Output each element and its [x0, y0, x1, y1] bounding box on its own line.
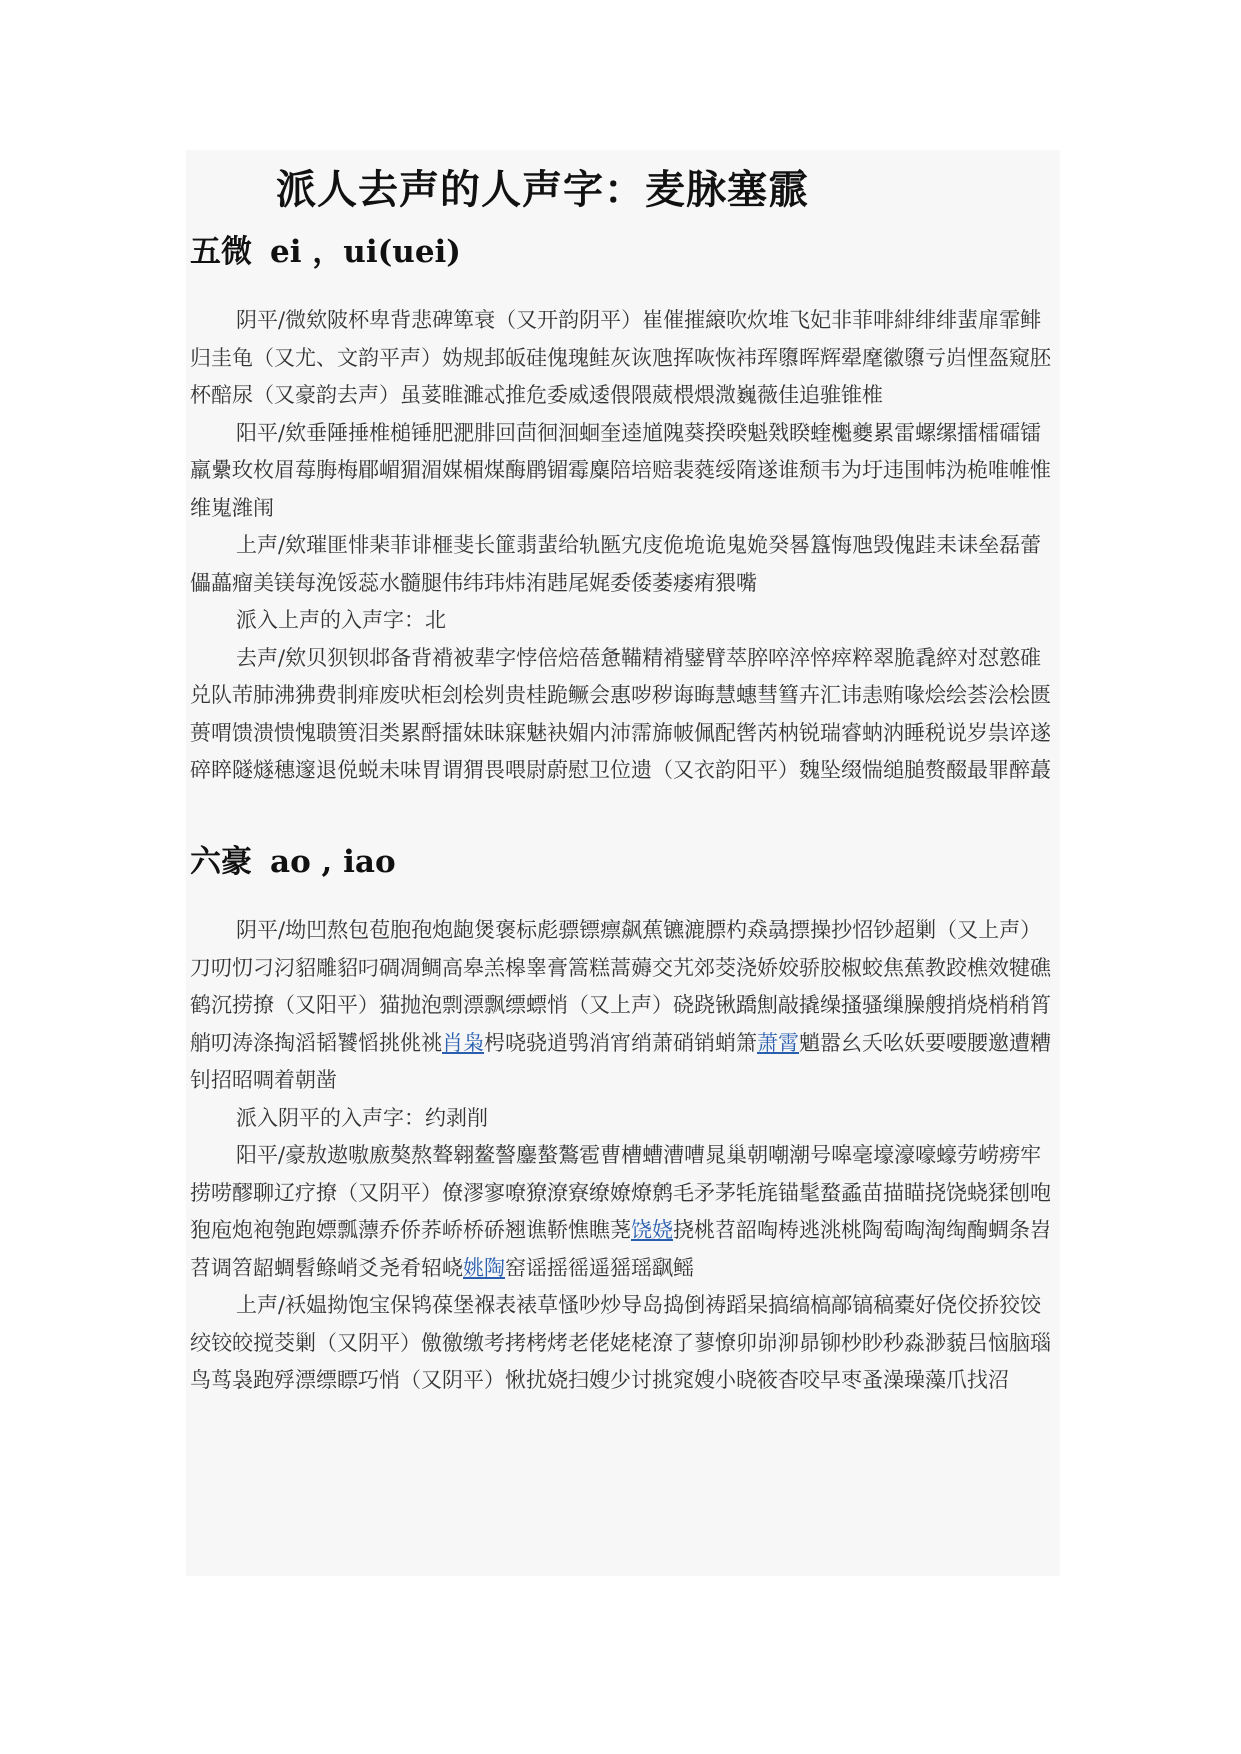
section-heading-pinyin: ao , iao	[270, 844, 396, 880]
section-heading-pinyin: ei ，ui(uei)	[270, 234, 461, 270]
paragraph-text: 枵哓骁逍鸮消宵绡萧硝销蛸箫	[484, 1030, 757, 1055]
paragraph	[190, 640, 1056, 790]
paragraph	[190, 912, 1056, 1100]
section-heading-chinese: 五微	[190, 234, 252, 270]
paragraph	[190, 302, 1056, 415]
paragraph-text: 派入上声的入声字：北	[236, 608, 446, 632]
document-title: 派人去声的人声字：麦脉塞霢	[276, 166, 809, 213]
section-body-liuhao	[190, 912, 1056, 1400]
paragraph	[190, 1287, 1056, 1400]
inline-link[interactable]: 姚陶	[463, 1255, 505, 1280]
paragraph-text: 去声/欸贝狈钡邶备背褙被辈字悖倍焙蓓惫鞴精褙鐾臂萃脺啐淬悴瘁粹翠脆毳綷对怼憝碓兑队芾肺沸狒费剕痱废吠柜刽桧刿贵桂跪鳜会惠哕秽诲晦慧蟪彗篲卉汇讳恚贿喙烩绘荟浍桧匮蒉喟馈溃愦愧聩篑泪类累酹擂妹昧寐魅袂媚内沛霈旆帔佩配辔芮枘锐瑞睿蚋汭睡税说岁祟谇遂碎睟隧燧穗邃退侻蜕未味胃谓猬畏喂尉蔚慰卫位遗（又衣韵阳平）魏坠缀惴缒膇赘醊最罪醉蕞	[190, 645, 1051, 782]
paragraph-text: 挠桃苕韶啕梼逃洮桃陶萄啕淘绹醄蜩条岧苕调笤龆蜩髫鲦峭爻尧肴轺峣	[190, 1218, 1051, 1280]
section-heading-liuhao	[190, 836, 396, 881]
paragraph	[190, 1100, 1056, 1138]
paragraph-text: 阳平/欸垂陲捶椎槌锤肥淝腓回茴徊洄蛔奎逵馗隗葵揆暌魁戣睽蝰櫆夔累雷螺缧擂檑礌镭羸纍玫枚眉莓脢梅郿嵋猸湄媒楣煤酶鹛镅霉麋陪培赔裴蕤绥隋遂谁颓韦为圩违围帏沩桅唯帷惟维嵬潍闱	[190, 420, 1051, 520]
paragraph-text: 阳平/豪敖遨嗷廒獒熬聱翱鳌謷鏖螯鷔雹曹槽螬漕嘈晁巢朝嘲潮号嗥毫壕濠嚎蠔劳崂痨牢捞唠醪聊辽疗撩（又阴平）僚漻寥嘹獠潦寮缭嫽燎鹩毛矛茅牦旄锚髦蝥蟊苗描瞄挠饶蛲猱刨咆狍庖炮袍匏跑嫖瓢薸乔侨荞峤桥硚翘谯鞒憔瞧荛	[190, 1143, 1051, 1242]
paragraph-text: 阴平/坳凹熬包苞胞孢炮龅煲褒标彪骠镖瘭飙蕉镳漉膘杓猋骉摽操抄怊钞超剿（又上声）刀叨忉刁汈貂雕貂叼碉凋鲷高皋羔槔睾膏篙糕蒿薅交艽郊茭浇娇姣骄胶椒蛟焦蕉教跤樵效犍礁鹤沉捞撩（又阳平）猫抛泡剽漂飘缥螵悄（又上声）硗跷锹蹻劁敲撬缲搔骚缫臊艘捎烧梢稍筲艄叨涛涤掏滔韬饕慆挑佻祧	[190, 918, 1051, 1055]
paragraph-text: 阴平/微欸陂杯卑背悲碑箄衰（又开韵阴平）崔催摧縗吹炊堆飞妃非菲啡緋绯绯蜚扉霏鲱归圭龟（又尤、文韵平声）妫规邽皈硅傀瑰鲑灰诙虺挥咴恢袆珲隳晖辉翚麾徽隳亏岿悝盔窥胚杯醅尿（又豪韵去声）虽荽睢濉忒推危委威逶偎隈葳椳煨溦巍薇佳追骓锥椎	[190, 308, 1051, 407]
paragraph	[190, 1137, 1056, 1287]
paragraph-text: 上声/袄媪拗饱宝保鸨葆堡褓表裱草慅吵炒导岛捣倒祷蹈杲搞缟槁鄗镐稿橐好侥佼挢狡饺绞铰皎搅茭剿（又阴平）儌徼缴考拷栲烤老佬姥栳潦了蓼憭卯峁泖昴铆杪眇秒淼渺藐吕恼脑瑙鸟茑袅跑殍漂缥瞟巧悄（又阴平）愀扰娆扫嫂少讨挑窕嫂小晓筱杳咬早枣蚤澡璪藻爪找沼	[190, 1293, 1051, 1392]
paragraph-text: 魈嚣幺夭吆妖要喓腰邀遭糟钊招昭啁着朝凿	[190, 1030, 1051, 1092]
inline-link[interactable]: 萧霄	[757, 1030, 799, 1055]
paragraph	[190, 602, 1056, 640]
paragraph-text: 上声/欸璀匪悱棐菲诽榧斐长篚翡蜚给轨匦宄庋佹垝诡鬼姽癸晷簋悔虺毁傀跬耒诔垒磊蕾儡藟瘤美镁每浼馁蕊水髓腿伟纬玮炜洧韪尾娓委倭萎痿痏猥嘴	[190, 533, 1042, 595]
section-heading-wuwei	[190, 226, 461, 271]
document-page	[186, 150, 1060, 1576]
paragraph-text: 窑谣摇徭遥猺瑶飖鳐	[505, 1255, 694, 1280]
paragraph	[190, 527, 1056, 602]
paragraph-text: 派入阴平的入声字：约剥削	[236, 1105, 488, 1130]
paragraph	[190, 415, 1056, 528]
section-heading-chinese: 六豪	[190, 844, 252, 880]
section-body-wuwei	[190, 302, 1056, 790]
inline-link[interactable]: 肖枭	[442, 1030, 484, 1055]
inline-link[interactable]: 饶娆	[631, 1218, 673, 1242]
